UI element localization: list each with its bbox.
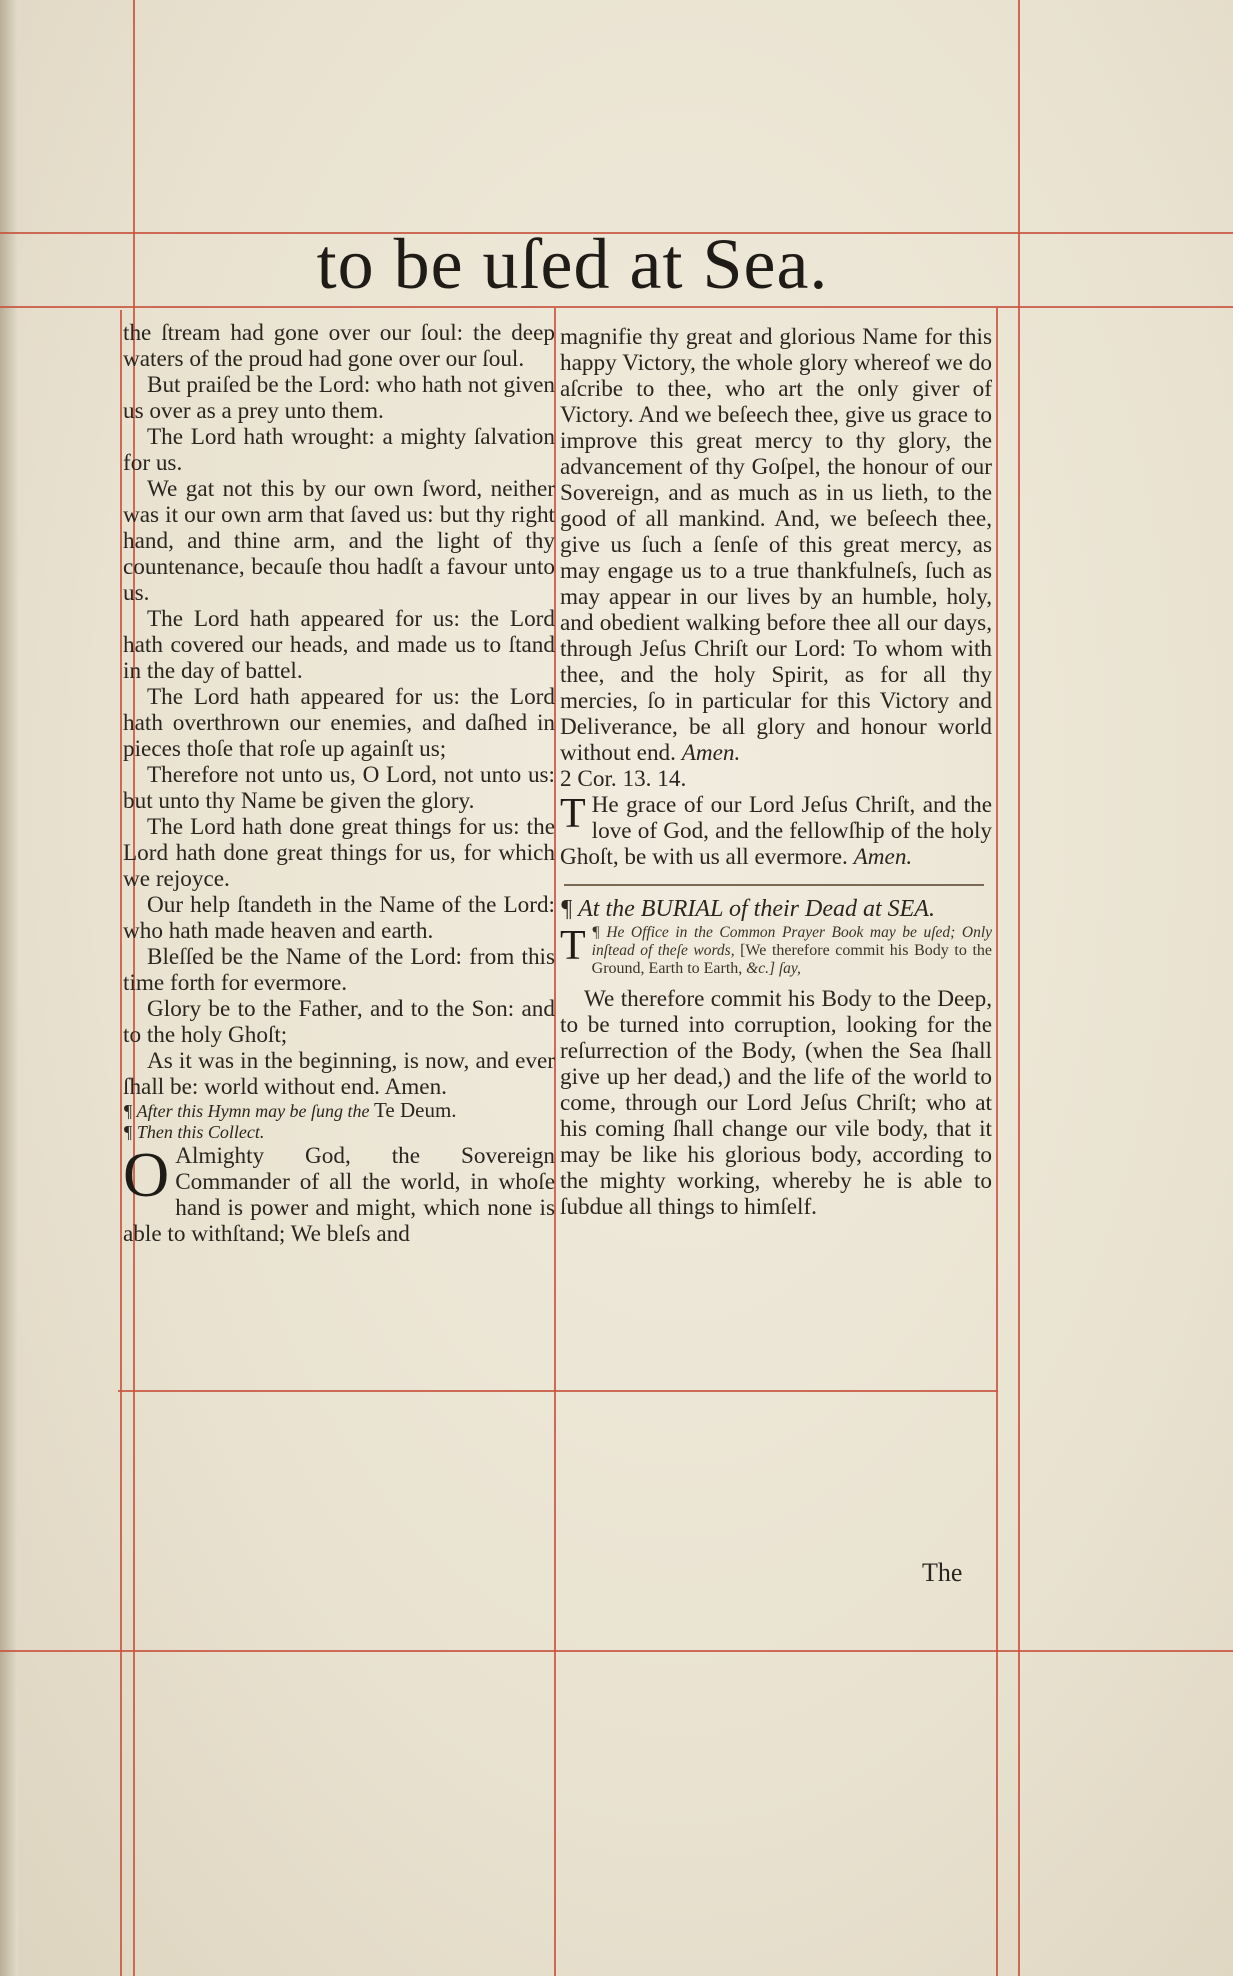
catchword: The — [922, 1558, 963, 1587]
rubric-collect: ¶ Then this Collect. — [123, 1122, 265, 1142]
ruled-line-text-bottom — [118, 1390, 998, 1392]
psalm-verse: The Lord hath appeared for us: the Lord hath overthrown our enemies, and daſhed in pieces thoſe that roſe up againſt us; — [123, 684, 555, 762]
collect-text: magnifie thy great and glorious Name for this happy Victory, the whole glory whereof we do aſcribe to thee, who art the only giver of Victory. And we beſeech thee, give us grace to improve this great mercy to thy glory, the advancement of thy Goſpel, the honour of our Sovereign, and as much as in us lieth, to the good of all mankind. And, we beſeech thee, give us ſuch a ſenſe of this great mercy, as may engage us to a true thankfulneſs, ſuch as may appear in our lives by an humble, holy, and obedient walking before thee all our days, through Jeſus Chriſt our Lord: To whom with thee, and the holy Spirit, as for all thy mercies, ſo in particular for this Victory and Deliverance, be all glory and honour world without end. — [560, 324, 992, 766]
psalm-verse: The Lord hath done great things for us: the Lord hath done great things for us, for which we rejoyce. — [123, 814, 555, 892]
psalm-verse: But praiſed be the Lord: who hath not given us over as a prey unto them. — [123, 372, 555, 424]
psalm-verse: The Lord hath wrought: a mighty ſalvation for us. — [123, 424, 555, 476]
section-divider — [564, 884, 984, 886]
grace-text: He grace of our Lord Jeſus Chriſt, and the love of God, and the fellowſhip of the holy Ghoſt, be with us all evermore. — [560, 792, 992, 870]
psalm-verse: We gat not this by our own ſword, neither was it our own arm that ſaved us: but thy right hand, and thine arm, and the light of thy countenance, becauſe thou hadſt a favour unto us. — [123, 476, 555, 606]
running-head: to be uſed at Sea. — [316, 224, 829, 304]
drop-cap: O — [123, 1139, 170, 1210]
ruled-line-left-text — [120, 310, 122, 1976]
rubric-text: ¶ After this Hymn may be ſung the — [123, 1101, 370, 1121]
rubric-text: He Office in the Common Prayer Book may be uſed; Only inſtead of theſe words, — [591, 924, 992, 959]
collect-paragraph — [123, 1139, 555, 1247]
burial-rubric — [560, 924, 992, 978]
right-column — [560, 324, 992, 1220]
left-column — [123, 320, 555, 1247]
page-gutter-shadow — [0, 0, 18, 1976]
psalm-verse: The Lord hath appeared for us: the Lord hath covered our heads, and made us to ſtand in the day of battel. — [123, 606, 555, 684]
rubric-te-deum — [123, 1100, 555, 1122]
ruled-line-right-text — [996, 308, 998, 1976]
ruled-line-footer — [0, 1650, 1233, 1652]
pilcrow: ¶ — [591, 924, 600, 941]
burial-heading: ¶ At the BURIAL of their Dead at SEA. — [560, 896, 935, 922]
psalm-verse: Bleſſed be the Name of the Lord: from this time forth for evermore. — [123, 944, 555, 996]
psalm-verse: the ſtream had gone over our ſoul: the deep waters of the proud had gone over our ſoul. — [123, 320, 555, 372]
psalm-verse: Our help ſtandeth in the Name of the Lord: who hath made heaven and earth. — [123, 892, 555, 944]
collect-text: Almighty God, the Sovereign Commander of all the world, in whoſe hand is power and might, which none is able to withſtand; We bleſs and — [123, 1143, 555, 1247]
amen: Amen. — [853, 844, 913, 870]
drop-cap: T — [560, 791, 586, 837]
rubric-etc: &c.] ſay, — [746, 960, 801, 977]
rubric-quoted-words: [We therefore commit his Body to the Ground, Earth to Earth, — [591, 942, 993, 977]
committal-paragraph: We therefore commit his Body to the Deep, to be turned into corruption, looking for the reſurrection of the Body, (when the Sea ſhall give up her dead,) and the life of the world to come, through our Lord Jeſus Chriſt; who at his coming ſhall change our vile body, that it may be like his glorious body, according to the mighty working, whereby he is able to ſubdue all things to himſelf. — [560, 986, 992, 1220]
rubric-te-deum-title: Te Deum. — [374, 1098, 457, 1122]
drop-cap: T — [560, 923, 586, 969]
ruled-line-right-outer — [1018, 0, 1020, 1976]
amen: Amen. — [384, 1074, 447, 1100]
amen: Amen. — [681, 740, 741, 766]
collect-continuation — [560, 324, 992, 766]
scripture-reference: 2 Cor. 13. 14. — [560, 766, 687, 792]
gloria-verse — [123, 1048, 555, 1100]
gloria-verse: Glory be to the Father, and to the Son: and to the holy Ghoſt; — [123, 996, 555, 1048]
psalm-verse: Therefore not unto us, O Lord, not unto us: but unto thy Name be given the glory. — [123, 762, 555, 814]
ruled-line-head-bottom — [0, 306, 1233, 308]
grace-paragraph — [560, 792, 992, 870]
gloria-text: As it was in the beginning, is now, and ever ſhall be: world without end. — [123, 1048, 555, 1100]
